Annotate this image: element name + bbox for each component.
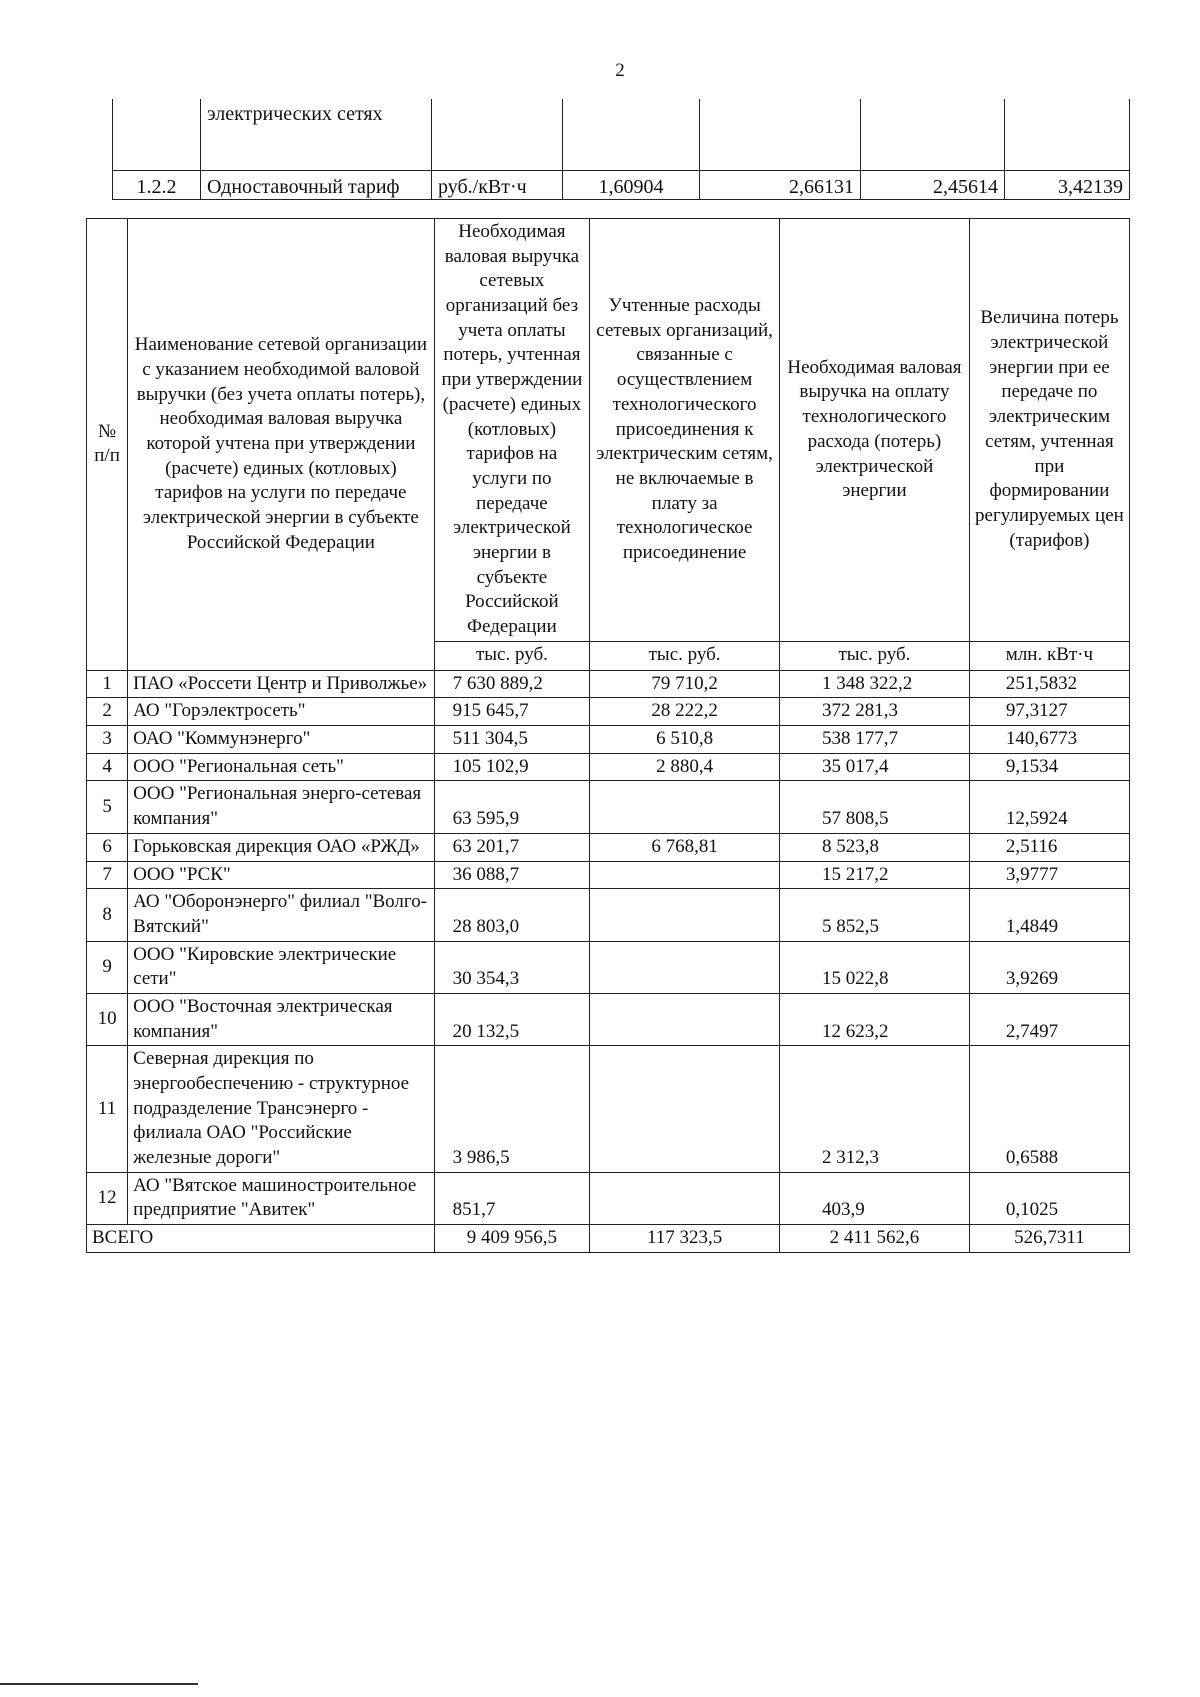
nvv-value: 20 132,5	[434, 993, 590, 1045]
losses-payment-value: 5 852,5	[780, 889, 970, 941]
connection-cost-value	[590, 781, 780, 833]
row-number: 9	[87, 941, 128, 993]
losses-payment-value: 12 623,2	[780, 993, 970, 1045]
losses-payment-value: 8 523,8	[780, 833, 970, 861]
losses-volume-value: 2,7497	[969, 993, 1129, 1045]
connection-cost-value: 6 510,8	[590, 726, 780, 754]
losses-payment-value: 57 808,5	[780, 781, 970, 833]
table-row	[87, 993, 1130, 1045]
losses-payment-value: 15 217,2	[780, 861, 970, 889]
table-row	[113, 171, 1130, 200]
organization-name: ООО "Региональная сеть"	[128, 753, 434, 781]
header-row	[87, 219, 1130, 642]
losses-payment-value: 538 177,7	[780, 726, 970, 754]
losses-volume-value: 12,5924	[969, 781, 1129, 833]
row-number: 5	[87, 781, 128, 833]
table-row	[87, 833, 1130, 861]
connection-cost-value	[590, 1172, 780, 1224]
row-number: 1	[87, 670, 128, 698]
organization-name: АО "Вятское машиностроительное предприятие "Авитек"	[128, 1172, 434, 1224]
nvv-value: 915 645,7	[434, 698, 590, 726]
total-label: ВСЕГО	[87, 1225, 435, 1253]
total-row	[87, 1225, 1130, 1253]
organization-name: ОАО "Коммунэнерго"	[128, 726, 434, 754]
nvv-value: 30 354,3	[434, 941, 590, 993]
table-row	[87, 941, 1130, 993]
value-cell: 3,42139	[1005, 171, 1130, 200]
total-value: 9 409 956,5	[434, 1225, 590, 1253]
row-number: 12	[87, 1172, 128, 1224]
table-row	[87, 781, 1130, 833]
row-number: 1.2.2	[113, 171, 201, 200]
nvv-value: 63 201,7	[434, 833, 590, 861]
organization-name: Горьковская дирекция ОАО «РЖД»	[128, 833, 434, 861]
total-value: 2 411 562,6	[780, 1225, 970, 1253]
footnote-divider	[0, 1683, 198, 1685]
losses-payment-value: 1 348 322,2	[780, 670, 970, 698]
row-number: 2	[87, 698, 128, 726]
unit-cell: тыс. руб.	[434, 641, 590, 670]
connection-cost-value	[590, 993, 780, 1045]
unit-cell: тыс. руб.	[780, 641, 970, 670]
row-name: Одноставочный тариф	[201, 171, 432, 200]
row-number: 10	[87, 993, 128, 1045]
nvv-value: 851,7	[434, 1172, 590, 1224]
losses-volume-value: 3,9777	[969, 861, 1129, 889]
row-number: 11	[87, 1046, 128, 1172]
row-number: 3	[87, 726, 128, 754]
value-cell: 2,45614	[861, 171, 1005, 200]
organization-name: АО "Горэлектросеть"	[128, 698, 434, 726]
nvv-value: 3 986,5	[434, 1046, 590, 1172]
losses-payment-value: 403,9	[780, 1172, 970, 1224]
table-row	[87, 698, 1130, 726]
unit-cell: млн. кВт·ч	[969, 641, 1129, 670]
connection-cost-value: 2 880,4	[590, 753, 780, 781]
losses-volume-value: 0,6588	[969, 1046, 1129, 1172]
table-row	[113, 99, 1130, 171]
losses-payment-value: 2 312,3	[780, 1046, 970, 1172]
total-value: 117 323,5	[590, 1225, 780, 1253]
losses-volume-value: 0,1025	[969, 1172, 1129, 1224]
nvv-value: 511 304,5	[434, 726, 590, 754]
header-num: № п/п	[87, 219, 128, 671]
nvv-value: 7 630 889,2	[434, 670, 590, 698]
table-row	[87, 753, 1130, 781]
header-connection-costs: Учтенные расходы сетевых организаций, связанные с осуществлением технологического присоединения к электрическим сетям, не включаемые в плату за технологическое присоединение	[590, 219, 780, 642]
organization-name: ПАО «Россети Центр и Приволжье»	[128, 670, 434, 698]
row-number: 6	[87, 833, 128, 861]
organization-name: ООО "Кировские электрические сети"	[128, 941, 434, 993]
organization-name: ООО "РСК"	[128, 861, 434, 889]
losses-payment-value: 372 281,3	[780, 698, 970, 726]
row-number: 8	[87, 889, 128, 941]
nvv-value: 36 088,7	[434, 861, 590, 889]
losses-volume-value: 251,5832	[969, 670, 1129, 698]
connection-cost-value	[590, 1046, 780, 1172]
organization-name: АО "Оборонэнерго" филиал "Волго-Вятский"	[128, 889, 434, 941]
network-organizations-table	[86, 218, 1130, 1253]
header-organization: Наименование сетевой организации с указанием необходимой валовой выручки (без учета оплаты потерь), необходимая валовая выручка которой учтена при утверждении (расчете) единых (котловых) тарифов на услуги по передаче электрической энергии в субъекте Российской Федерации	[128, 219, 434, 671]
losses-volume-value: 3,9269	[969, 941, 1129, 993]
header-losses-payment: Необходимая валовая выручка на оплату технологического расхода (потерь) электрической энергии	[780, 219, 970, 642]
table-body	[87, 670, 1130, 1224]
table-row	[87, 1172, 1130, 1224]
losses-volume-value: 9,1534	[969, 753, 1129, 781]
tariff-table-fragment	[112, 99, 1130, 200]
row-name: электрических сетях	[201, 99, 432, 171]
losses-volume-value: 140,6773	[969, 726, 1129, 754]
organization-name: ООО "Восточная электрическая компания"	[128, 993, 434, 1045]
connection-cost-value	[590, 889, 780, 941]
organization-name: ООО "Региональная энерго-сетевая компания"	[128, 781, 434, 833]
table-row	[87, 889, 1130, 941]
nvv-value: 63 595,9	[434, 781, 590, 833]
value-cell: 1,60904	[563, 171, 700, 200]
losses-payment-value: 15 022,8	[780, 941, 970, 993]
connection-cost-value: 6 768,81	[590, 833, 780, 861]
connection-cost-value: 28 222,2	[590, 698, 780, 726]
table-row	[87, 1046, 1130, 1172]
nvv-value: 105 102,9	[434, 753, 590, 781]
unit-cell: тыс. руб.	[590, 641, 780, 670]
connection-cost-value	[590, 941, 780, 993]
table-row	[87, 861, 1130, 889]
connection-cost-value: 79 710,2	[590, 670, 780, 698]
table-row	[87, 670, 1130, 698]
page-number: 2	[615, 60, 625, 81]
row-number: 4	[87, 753, 128, 781]
header-nvv: Необходимая валовая выручка сетевых организаций без учета оплаты потерь, учтенная при утверждении (расчете) единых (котловых) тарифов на услуги по передаче электрической энергии в субъекте Российской Федерации	[434, 219, 590, 642]
organization-name: Северная дирекция по энергообеспечению - структурное подразделение Трансэнерго - филиала ОАО "Российские железные дороги"	[128, 1046, 434, 1172]
losses-payment-value: 35 017,4	[780, 753, 970, 781]
table-row	[87, 726, 1130, 754]
losses-volume-value: 2,5116	[969, 833, 1129, 861]
row-number: 7	[87, 861, 128, 889]
row-unit: руб./кВт·ч	[432, 171, 563, 200]
nvv-value: 28 803,0	[434, 889, 590, 941]
connection-cost-value	[590, 861, 780, 889]
losses-volume-value: 1,4849	[969, 889, 1129, 941]
losses-volume-value: 97,3127	[969, 698, 1129, 726]
header-losses-volume: Величина потерь электрической энергии при ее передаче по электрическим сетям, учтенная при формировании регулируемых цен (тарифов)	[969, 219, 1129, 642]
total-value: 526,7311	[969, 1225, 1129, 1253]
value-cell: 2,66131	[700, 171, 861, 200]
